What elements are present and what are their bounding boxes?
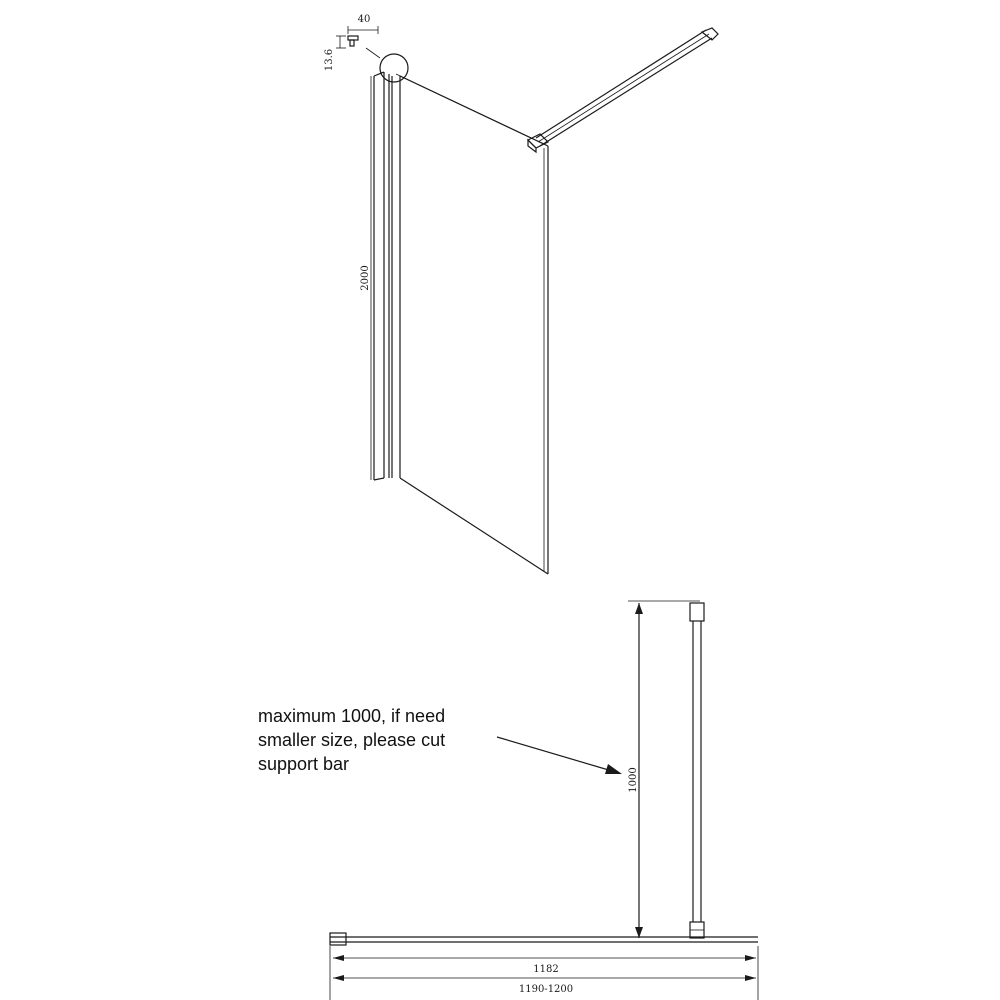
support-bar: [536, 28, 718, 146]
bracket-detail: [336, 26, 378, 48]
inner-width-label: 1182: [533, 964, 559, 975]
note-line-1: maximum 1000, if need: [258, 706, 446, 726]
plan-view: [330, 601, 758, 1000]
bracket-width-label: 40: [357, 14, 371, 25]
plan-support-bar: [690, 603, 704, 938]
detail-circle: [380, 54, 408, 82]
note-line-2: smaller size, please cut: [258, 730, 446, 750]
note-arrow: [497, 737, 622, 774]
plan-glass-panel: [330, 933, 758, 945]
support-bar-length-label: 1000: [628, 767, 639, 793]
overall-width-dimension: [333, 975, 756, 981]
note-line-3: support bar: [258, 754, 350, 774]
wall-profile: [374, 72, 392, 480]
perspective-view: [324, 14, 718, 574]
bracket-height-label: 13.6: [324, 48, 335, 72]
overall-width-label: 1190-1200: [518, 984, 574, 995]
glass-panel: [396, 74, 548, 574]
detail-leader: [366, 48, 380, 58]
panel-height-label: 2000: [360, 265, 371, 291]
support-bar-note: [258, 704, 508, 776]
